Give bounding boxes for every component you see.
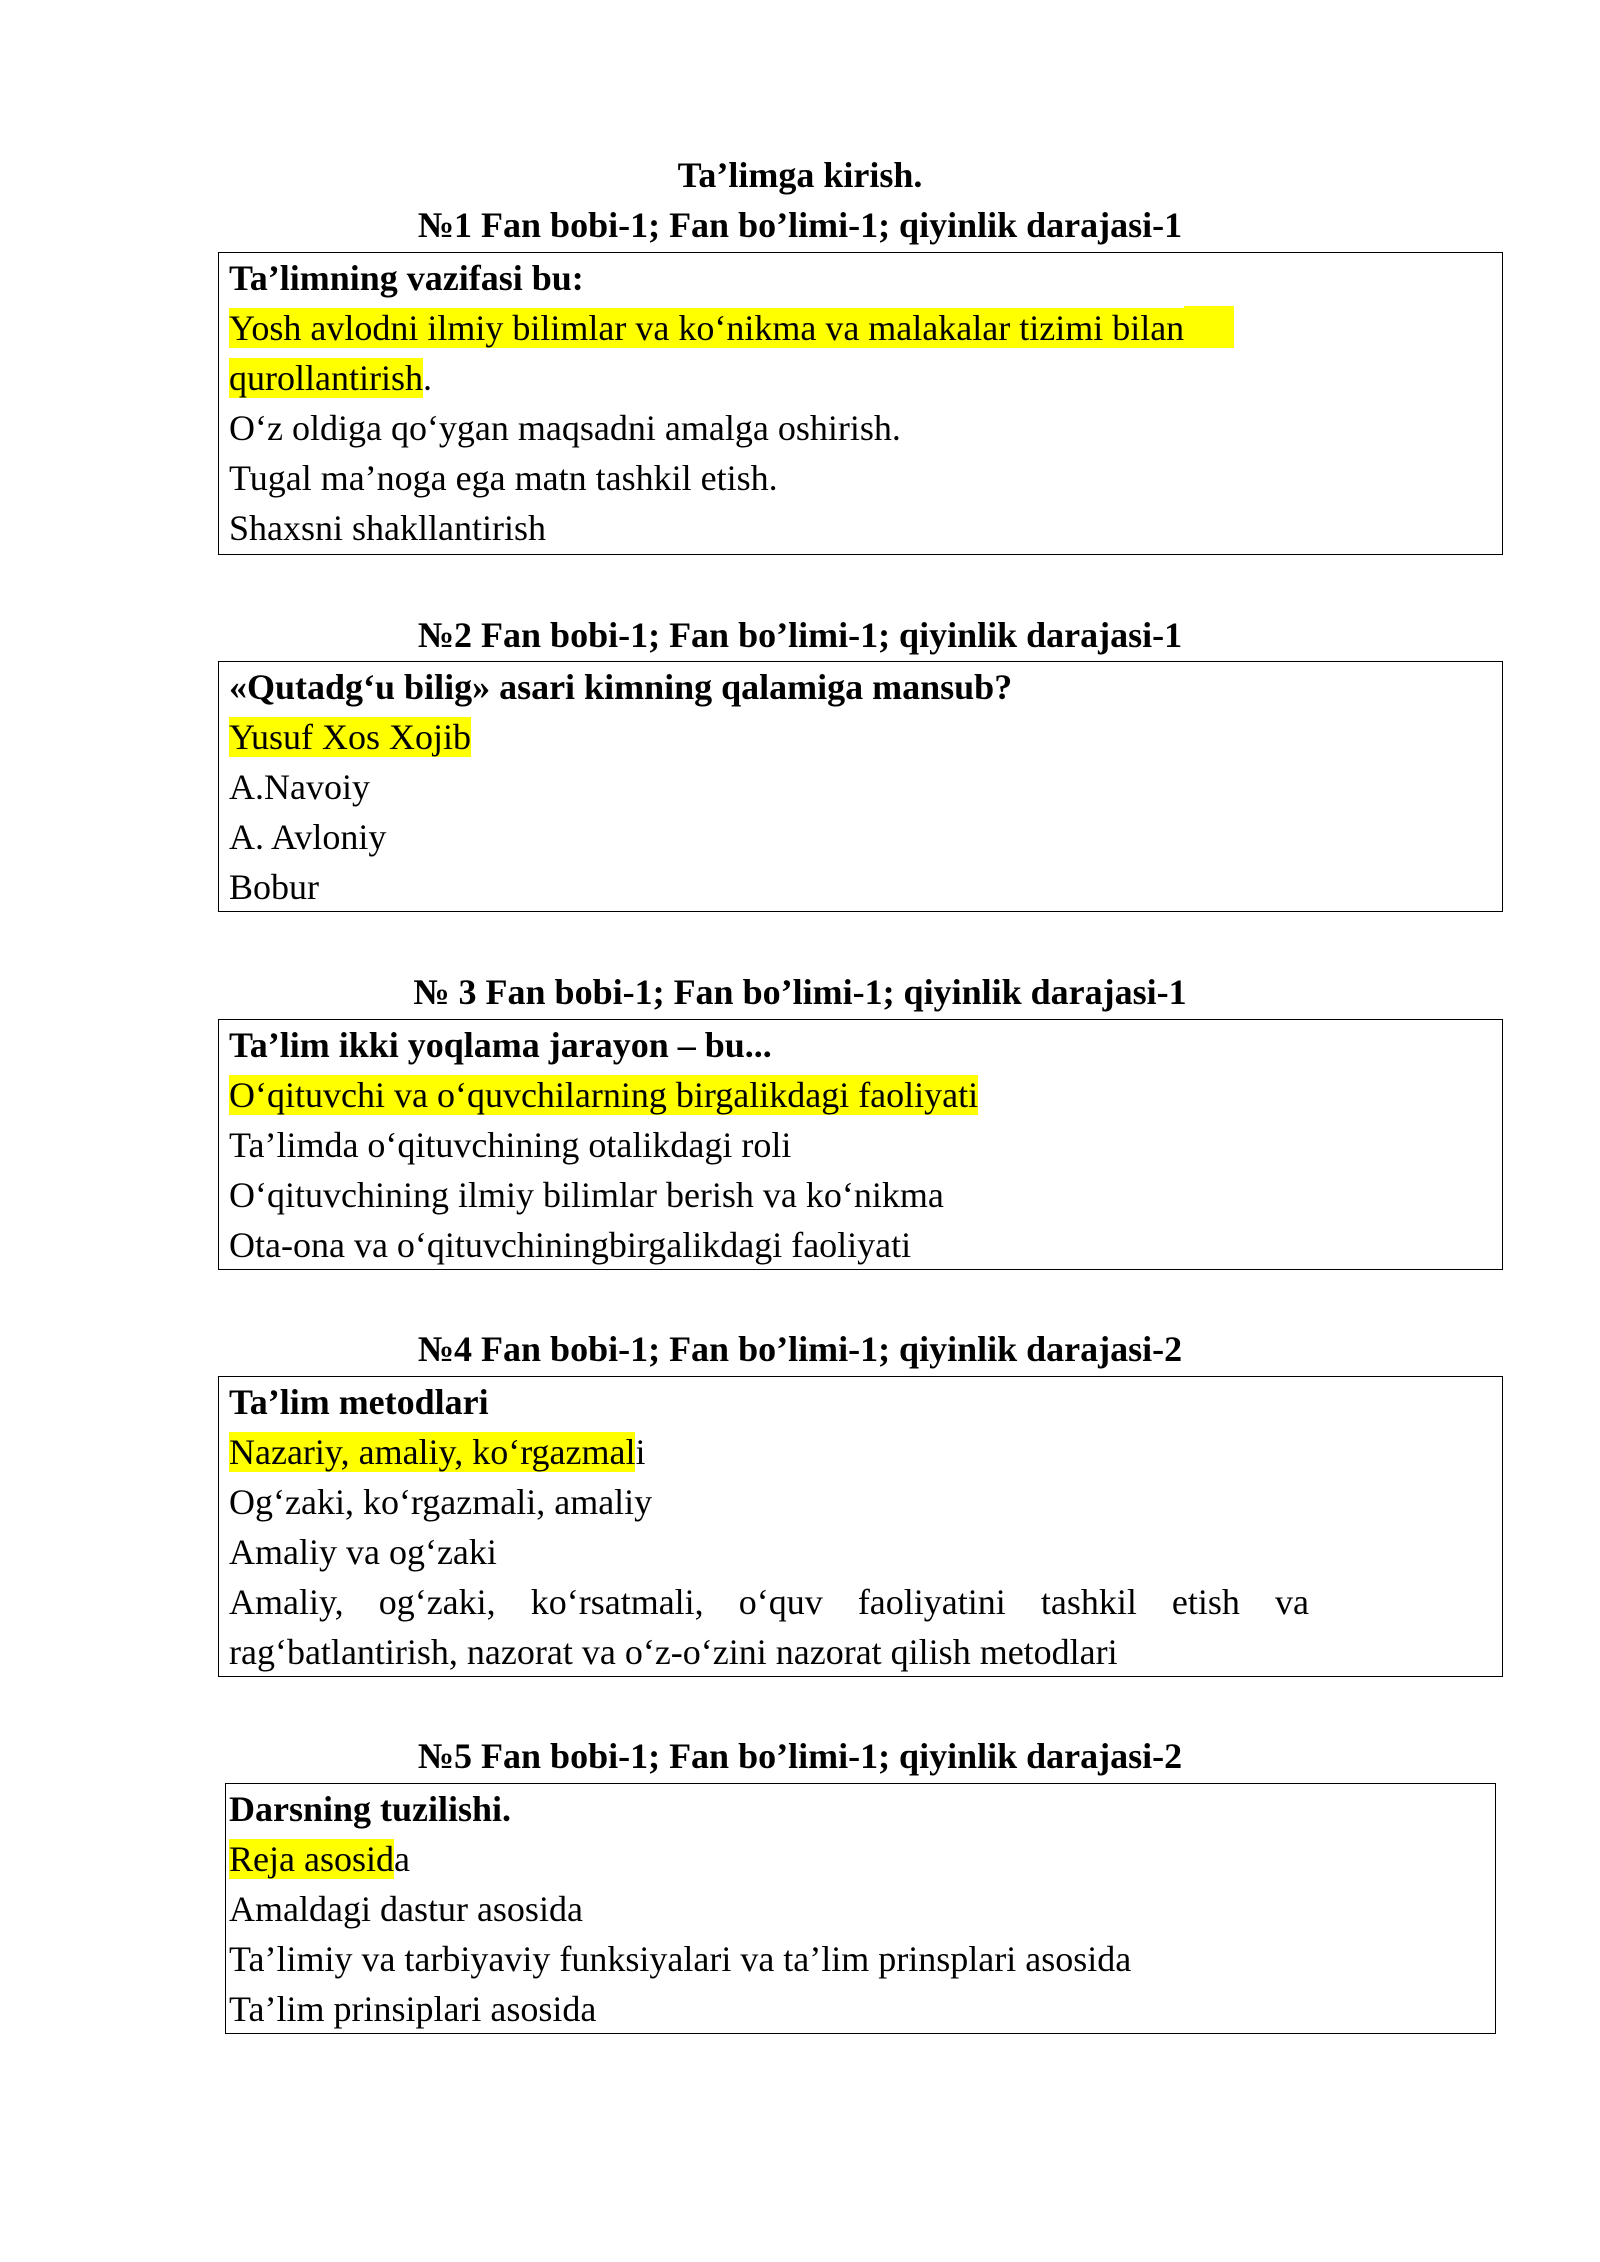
- question-5-text: Darsning tuzilishi.: [229, 1789, 512, 1829]
- correct-answer-tail: a: [393, 1839, 410, 1879]
- question-2-text: «Qutadg‘u bilig» asari kimning qalamiga mansub?: [229, 667, 1013, 707]
- question-3-answer-2: O‘qituvchining ilmiy bilimlar berish va ko‘nikma: [229, 1175, 944, 1215]
- question-5-answer-1: Amaldagi dastur asosida: [229, 1889, 583, 1929]
- question-4-text: Ta’lim metodlari: [229, 1382, 489, 1422]
- question-2-answer-3: Bobur: [229, 867, 319, 907]
- correct-answer-highlight: Yusuf Xos Xojib: [229, 717, 472, 757]
- question-3-text: Ta’lim ikki yoqlama jarayon – bu...: [229, 1025, 772, 1065]
- question-2-correct-answer: [229, 712, 1502, 762]
- question-5-answer-2: Ta’limiy va tarbiyaviy funksiyalari va ta’lim prinsplari asosida: [229, 1939, 1132, 1979]
- question-1-answer-2: Tugal ma’noga ega matn tashkil etish.: [229, 458, 778, 498]
- question-1-header: №1 Fan bobi-1; Fan bo’limi-1; qiyinlik darajasi-1: [417, 205, 1183, 245]
- question-5-correct-answer: [229, 1834, 1495, 1884]
- question-4-answer-1: Og‘zaki, ko‘rgazmali, amaliy: [229, 1482, 653, 1522]
- question-5-header: №5 Fan bobi-1; Fan bo’limi-1; qiyinlik darajasi-2: [417, 1736, 1183, 1776]
- answer-word: va: [1274, 1582, 1309, 1622]
- correct-answer-highlight: Nazariy, amaliy, ko‘rgazmal: [229, 1432, 636, 1472]
- answer-word: o‘quv: [738, 1582, 823, 1622]
- correct-answer-highlight: qurollantirish: [229, 358, 423, 398]
- question-3-box: [218, 1019, 1503, 1270]
- question-4-answer-2: Amaliy va og‘zaki: [229, 1532, 497, 1572]
- highlight-padding: [1184, 306, 1234, 348]
- question-2-answer-1: A.Navoiy: [229, 767, 370, 807]
- answer-word: Amaliy,: [229, 1582, 344, 1622]
- question-1-answer-1: O‘z oldiga qo‘ygan maqsadni amalga oshirish.: [229, 408, 901, 448]
- question-2-answer-2: A. Avloniy: [229, 817, 387, 857]
- question-4-box: [218, 1376, 1503, 1677]
- correct-answer-highlight: Yosh avlodni ilmiy bilimlar va ko‘nikma va malakalar tizimi bilan: [229, 308, 1185, 348]
- question-1-text: Ta’limning vazifasi bu:: [229, 258, 584, 298]
- question-3-answer-3: Ota-ona va o‘qituvchiningbirgalikdagi faoliyati: [229, 1225, 912, 1265]
- question-4-header: №4 Fan bobi-1; Fan bo’limi-1; qiyinlik darajasi-2: [417, 1329, 1183, 1369]
- question-1-correct-answer: [229, 303, 1502, 353]
- correct-answer-tail: i: [635, 1432, 646, 1472]
- answer-word: ko‘rsatmali,: [530, 1582, 704, 1622]
- question-1-correct-answer-cont: [229, 353, 1502, 403]
- correct-answer-highlight: O‘qituvchi va o‘quvchilarning birgalikdagi faoliyati: [229, 1075, 979, 1115]
- question-4-correct-answer: [229, 1427, 1502, 1477]
- answer-word: etish: [1171, 1582, 1240, 1622]
- question-4-answer-3-cont: rag‘batlantirish, nazorat va o‘z-o‘zini nazorat qilish metodlari: [229, 1632, 1118, 1672]
- answer-word: og‘zaki,: [378, 1582, 496, 1622]
- answer-word: tashkil: [1040, 1582, 1137, 1622]
- correct-answer-highlight: Reja asosid: [229, 1839, 394, 1879]
- question-3-header: № 3 Fan bobi-1; Fan bo’limi-1; qiyinlik darajasi-1: [413, 972, 1187, 1012]
- page-title: Ta’limga kirish.: [677, 155, 923, 195]
- question-1-answer-3: Shaxsni shakllantirish: [229, 508, 546, 548]
- question-4-answer-3: [229, 1577, 1309, 1627]
- question-2-header: №2 Fan bobi-1; Fan bo’limi-1; qiyinlik darajasi-1: [417, 615, 1183, 655]
- question-2-box: [218, 661, 1503, 912]
- question-1-box: [218, 252, 1503, 555]
- answer-word: faoliyatini: [857, 1582, 1006, 1622]
- question-5-answer-3: Ta’lim prinsiplari asosida: [229, 1989, 597, 2029]
- correct-answer-tail: .: [422, 358, 432, 398]
- question-3-correct-answer: [229, 1070, 1502, 1120]
- question-3-answer-1: Ta’limda o‘qituvchining otalikdagi roli: [229, 1125, 792, 1165]
- question-5-box: [225, 1783, 1496, 2034]
